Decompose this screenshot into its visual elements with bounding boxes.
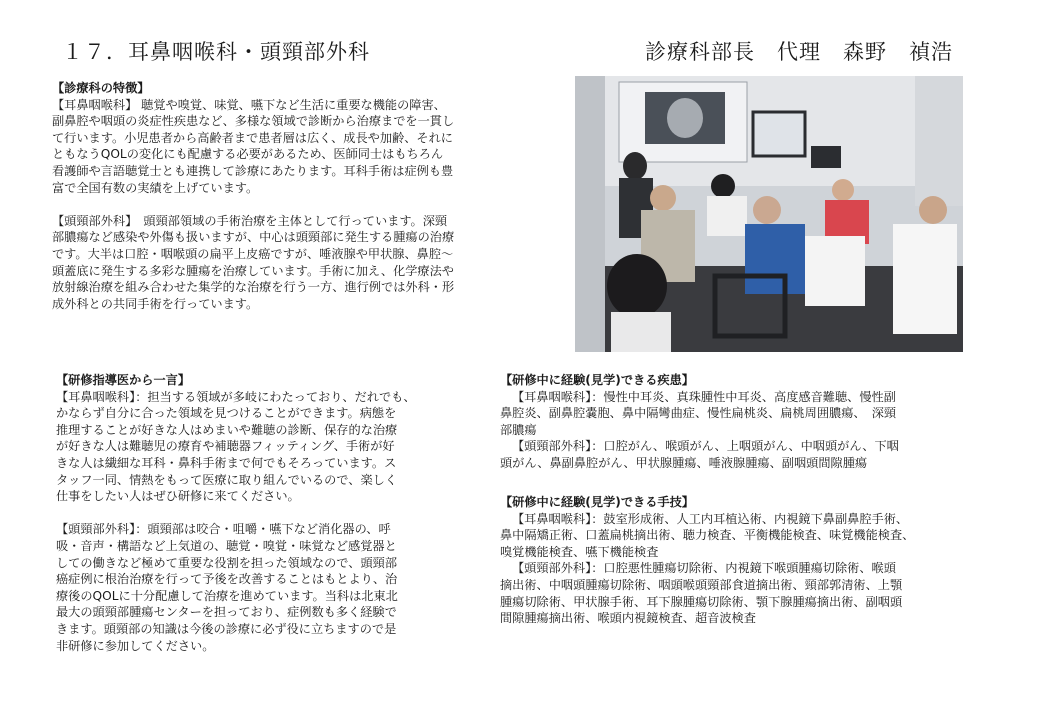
procedures-hn-line: 【頭頸部外科】：口腔悪性腫瘍切除術、内視鏡下喉頭腫瘍切除術、喉頭	[512, 561, 896, 576]
features-ent-line: て行います。小児患者から高齢者まで患者層は広く、成長や加齢、それに	[52, 130, 453, 145]
department-head-name: 診療科部長 代理 森野 禎浩	[645, 40, 953, 64]
diseases-section	[500, 372, 990, 472]
procedures-hn-line: 摘出術、中咽頭腫瘍切除術、咽頭喉頭頸部食道摘出術、頸部郭清術、上顎	[500, 577, 903, 592]
diseases-ent-line: 【耳鼻咽喉科】：慢性中耳炎、真珠腫性中耳炎、高度感音難聴、慢性副	[512, 389, 896, 404]
procedures-ent-line: 嗅覚機能検査、嚥下機能検査	[500, 544, 659, 559]
features-section	[52, 80, 538, 312]
diseases-heading: 【研修中に経験(見学)できる疾患】	[500, 373, 694, 387]
instructor-hn-line: 【頭頸部外科】：頭頸部は咬合・咀嚼・嚥下など消化器の、呼	[56, 522, 391, 537]
procedures-heading: 【研修中に経験(見学)できる手技】	[500, 495, 694, 509]
instructor-ent-line: 【耳鼻咽喉科】：担当する領域が多岐にわたっており、だれでも、	[56, 389, 416, 404]
features-hn-line: 頭蓋底に発生する多彩な腫瘍を治療しています。手術に加え、化学療法や	[52, 263, 454, 278]
instructor-ent-line: 推理することが好きな人はめまいや難聴の診断、保存的な治療	[56, 422, 398, 437]
instructor-ent-line: 仕事をしたい人はぜひ研修に来てください。	[56, 489, 300, 504]
features-hn-line: 部膿瘍など感染や外傷も扱いますが、中心は頭頸部に発生する腫瘍の治療	[52, 230, 455, 245]
instructor-ent-line: かならず自分に合った領域を見つけることができます。病態を	[56, 406, 397, 421]
instructor-ent-line: タッフ一同、情熱をもって医療に取り組んでいるので、楽しく	[56, 472, 398, 487]
features-hn-line: 放射線治療を組み合わせた集学的な治療を行う一方、進行例では外科・形	[52, 280, 455, 295]
instructor-hn-line: 吸・音声・構語など上気道の、聴覚・嗅覚・味覚など感覚器と	[56, 538, 397, 553]
features-ent-line: ともなうQOLの変化にも配慮する必要があるため、医師同士はもちろん	[52, 147, 444, 162]
features-hn-line: 【頭頸部外科】 頭頸部領域の手術治療を主体として行っています。深頸	[52, 213, 448, 228]
instructor-ent-line: きな人は繊細な耳科・鼻科手術まで何でもそろっています。ス	[56, 455, 397, 470]
instructor-hn-line: しての働きなど極めて重要な役割を担った領域なので、頭頸部	[56, 555, 398, 570]
features-hn-line: 成外科との共同手術を行っています。	[52, 296, 259, 311]
diseases-hn-line: 頭がん、鼻副鼻腔がん、甲状腺腫瘍、唾液腺腫瘍、副咽頭間隙腫瘍	[500, 455, 868, 470]
instructor-hn-line: 療後のQOLに十分配慮して治療を進めています。当科は北東北	[56, 588, 398, 603]
instructor-section	[56, 372, 480, 654]
instructor-hn-line: 癌症例に根治治療を行って予後を改善することはもとより、治	[56, 572, 398, 587]
features-heading: 【診療科の特徴】	[52, 81, 150, 95]
instructor-hn-line: きます。頭頸部の知識は今後の診療に必ず役に立ちますので是	[56, 621, 397, 636]
diseases-hn-line: 【頭頸部外科】：口腔がん、喉頭がん、上咽頭がん、中咽頭がん、下咽	[512, 439, 899, 454]
procedures-ent-line: 鼻中隔矯正術、口蓋扁桃摘出術、聴力検査、平衡機能検査、味覚機能検査、	[500, 528, 915, 543]
features-ent-line: 副鼻腔や咽頭の炎症性疾患など、多様な領域で診断から治療までを一貫し	[52, 114, 455, 129]
diseases-ent-line: 鼻腔炎、副鼻腔嚢胞、鼻中隔彎曲症、慢性扁桃炎、扁桃周囲膿瘍、 深頸	[500, 406, 897, 421]
instructor-heading: 【研修指導医から一言】	[56, 373, 191, 387]
diseases-ent-line: 部膿瘍	[500, 422, 537, 437]
procedures-ent-line: 【耳鼻咽喉科】：鼓室形成術、人工内耳植込術、内視鏡下鼻副鼻腔手術、	[512, 511, 909, 526]
instructor-ent-line: が好きな人は難聴児の療育や補聴器フィッティング、手術が好	[56, 439, 395, 454]
procedures-hn-line: 腫瘍切除術、甲状腺手術、耳下腺腫瘍切除術、顎下腺腫瘍摘出術、副咽頭	[500, 594, 903, 609]
features-ent-line: 【耳鼻咽喉科】 聴覚や嗅覚、味覚、嚥下など生活に重要な機能の障害、	[52, 97, 446, 112]
features-ent-line: 看護師や言語聴覚士とも連携して診療にあたります。耳科手術は症例も豊	[52, 163, 454, 178]
procedures-section	[500, 494, 990, 627]
instructor-hn-line: 非研修に参加してください。	[56, 638, 215, 653]
procedures-hn-line: 間隙腫瘍摘出術、喉頭内視鏡検査、超音波検査	[500, 611, 756, 626]
conference-room-photo	[575, 76, 963, 352]
page-title: １７．耳鼻咽喉科・頭頸部外科	[62, 40, 370, 64]
features-ent-line: 富で全国有数の実績を上げています。	[52, 180, 259, 195]
features-hn-line: です。大半は口腔・咽喉頭の扁平上皮癌ですが、唾液腺や甲状腺、鼻腔～	[52, 246, 454, 261]
instructor-hn-line: 最大の頭頸部腫瘍センターを担っており、症例数も多く経験で	[56, 605, 397, 620]
